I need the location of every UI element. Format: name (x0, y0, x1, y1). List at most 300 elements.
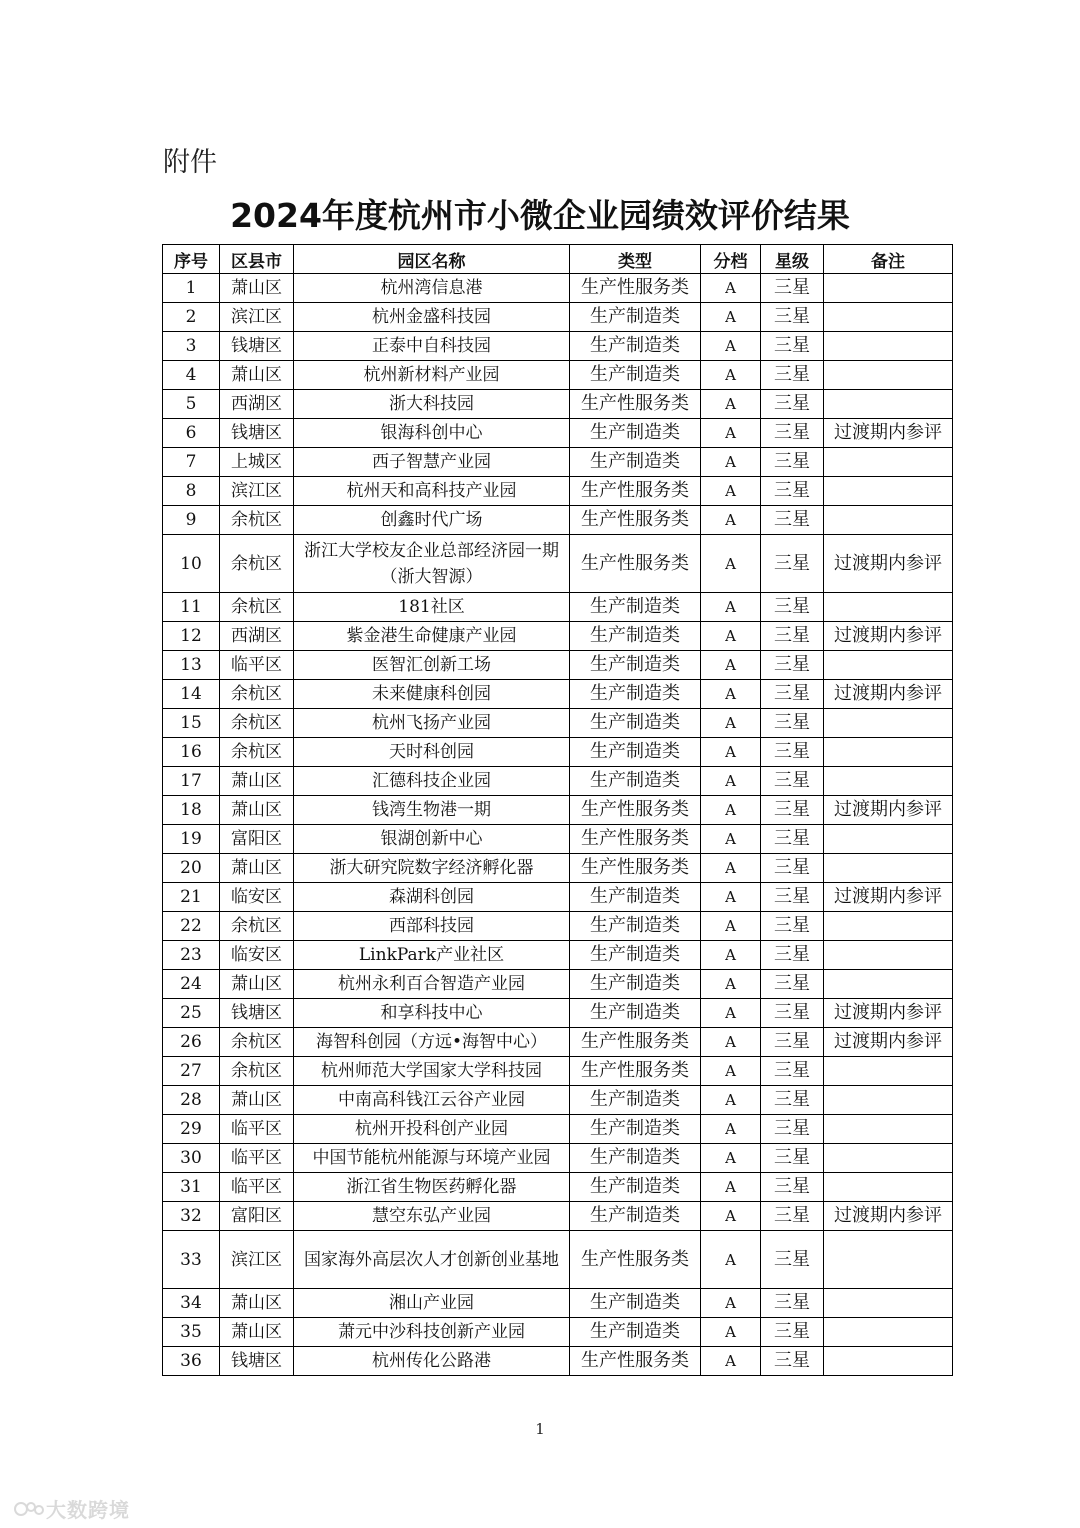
cell-grade: A (701, 361, 761, 390)
cell-index: 27 (163, 1057, 220, 1086)
cell-star-level: 三星 (761, 796, 824, 825)
cell-type: 生产制造类 (570, 1202, 701, 1231)
cell-star-level: 三星 (761, 680, 824, 709)
cell-district: 余杭区 (220, 1028, 294, 1057)
cell-type: 生产性服务类 (570, 825, 701, 854)
cell-star-level: 三星 (761, 1115, 824, 1144)
cell-index: 34 (163, 1289, 220, 1318)
cell-park-name: 杭州新材料产业园 (294, 361, 570, 390)
table-row (163, 274, 953, 303)
watermark (12, 1494, 130, 1523)
cell-type: 生产性服务类 (570, 535, 701, 593)
cell-grade: A (701, 1057, 761, 1086)
cell-grade: A (701, 854, 761, 883)
cell-grade: A (701, 767, 761, 796)
cell-grade: A (701, 593, 761, 622)
cell-remark (824, 767, 953, 796)
table-row (163, 970, 953, 999)
cell-district: 萧山区 (220, 361, 294, 390)
cell-index: 23 (163, 941, 220, 970)
cell-index: 26 (163, 1028, 220, 1057)
cell-park-name: 慧空东弘产业园 (294, 1202, 570, 1231)
cell-district: 富阳区 (220, 1202, 294, 1231)
cell-index: 8 (163, 477, 220, 506)
results-table (162, 244, 953, 1376)
cell-grade: A (701, 883, 761, 912)
cell-remark: 过渡期内参评 (824, 622, 953, 651)
table-row (163, 1086, 953, 1115)
cell-remark (824, 970, 953, 999)
cell-index: 6 (163, 419, 220, 448)
cell-grade: A (701, 477, 761, 506)
cell-grade: A (701, 303, 761, 332)
cell-index: 21 (163, 883, 220, 912)
cell-star-level: 三星 (761, 332, 824, 361)
cell-index: 35 (163, 1318, 220, 1347)
table-row (163, 912, 953, 941)
table-row (163, 1028, 953, 1057)
cell-park-name: 浙大科技园 (294, 390, 570, 419)
cell-star-level: 三星 (761, 274, 824, 303)
cell-district: 滨江区 (220, 477, 294, 506)
cell-remark: 过渡期内参评 (824, 883, 953, 912)
cell-district: 临安区 (220, 883, 294, 912)
table-row (163, 941, 953, 970)
cell-remark (824, 390, 953, 419)
table-row (163, 506, 953, 535)
cell-type: 生产性服务类 (570, 506, 701, 535)
cell-index: 2 (163, 303, 220, 332)
cell-remark (824, 361, 953, 390)
cell-remark (824, 825, 953, 854)
cell-district: 临安区 (220, 941, 294, 970)
table-row (163, 767, 953, 796)
cell-type: 生产制造类 (570, 419, 701, 448)
cell-index: 3 (163, 332, 220, 361)
document-title: 2024年度杭州市小微企业园绩效评价结果 (230, 196, 850, 235)
table-header-row (163, 245, 953, 274)
cell-star-level: 三星 (761, 1173, 824, 1202)
cell-star-level: 三星 (761, 651, 824, 680)
cell-type: 生产制造类 (570, 361, 701, 390)
cell-index: 14 (163, 680, 220, 709)
cell-index: 15 (163, 709, 220, 738)
cell-remark (824, 448, 953, 477)
table-row (163, 303, 953, 332)
cell-park-name: 天时科创园 (294, 738, 570, 767)
cell-remark: 过渡期内参评 (824, 680, 953, 709)
cell-type: 生产制造类 (570, 709, 701, 738)
cell-remark: 过渡期内参评 (824, 999, 953, 1028)
cell-star-level: 三星 (761, 1202, 824, 1231)
cell-grade: A (701, 1028, 761, 1057)
cell-district: 余杭区 (220, 709, 294, 738)
cell-star-level: 三星 (761, 1028, 824, 1057)
cell-star-level: 三星 (761, 593, 824, 622)
cell-type: 生产制造类 (570, 651, 701, 680)
table-row (163, 709, 953, 738)
cell-park-name: 西部科技园 (294, 912, 570, 941)
cell-type: 生产制造类 (570, 1318, 701, 1347)
cell-park-name: 湘山产业园 (294, 1289, 570, 1318)
table-row (163, 1115, 953, 1144)
cell-type: 生产制造类 (570, 303, 701, 332)
header-remark: 备注 (824, 245, 953, 274)
table-row (163, 593, 953, 622)
cell-grade: A (701, 999, 761, 1028)
cell-index: 5 (163, 390, 220, 419)
cell-star-level: 三星 (761, 825, 824, 854)
cell-park-name: 杭州永利百合智造产业园 (294, 970, 570, 999)
table-body (163, 274, 953, 1376)
cell-remark (824, 1347, 953, 1376)
cell-park-name: 和享科技中心 (294, 999, 570, 1028)
cell-district: 临平区 (220, 1173, 294, 1202)
cell-star-level: 三星 (761, 1347, 824, 1376)
cell-district: 萧山区 (220, 1086, 294, 1115)
page-number: 1 (535, 1420, 545, 1438)
cell-star-level: 三星 (761, 941, 824, 970)
cell-index: 25 (163, 999, 220, 1028)
cell-park-name: 萧元中沙科技创新产业园 (294, 1318, 570, 1347)
cell-type: 生产制造类 (570, 593, 701, 622)
cell-star-level: 三星 (761, 1231, 824, 1289)
table-row (163, 361, 953, 390)
cell-park-name: 钱湾生物港一期 (294, 796, 570, 825)
cell-remark: 过渡期内参评 (824, 419, 953, 448)
cell-district: 余杭区 (220, 1057, 294, 1086)
cell-district: 临平区 (220, 651, 294, 680)
cell-park-name: 浙江省生物医药孵化器 (294, 1173, 570, 1202)
cell-district: 萧山区 (220, 767, 294, 796)
cell-grade: A (701, 1289, 761, 1318)
cell-index: 4 (163, 361, 220, 390)
cell-district: 萧山区 (220, 1289, 294, 1318)
cell-star-level: 三星 (761, 883, 824, 912)
cell-district: 余杭区 (220, 912, 294, 941)
cell-type: 生产性服务类 (570, 1231, 701, 1289)
cell-type: 生产性服务类 (570, 274, 701, 303)
cell-type: 生产制造类 (570, 738, 701, 767)
cell-remark (824, 1231, 953, 1289)
cell-index: 29 (163, 1115, 220, 1144)
cell-park-name: 中南高科钱江云谷产业园 (294, 1086, 570, 1115)
cell-remark (824, 912, 953, 941)
table-row (163, 651, 953, 680)
cell-star-level: 三星 (761, 709, 824, 738)
cell-type: 生产制造类 (570, 970, 701, 999)
cell-star-level: 三星 (761, 390, 824, 419)
watermark-text: 大数跨境 (46, 1498, 130, 1522)
cell-remark (824, 1057, 953, 1086)
cell-star-level: 三星 (761, 1057, 824, 1086)
cell-index: 13 (163, 651, 220, 680)
cell-star-level: 三星 (761, 1144, 824, 1173)
cell-remark (824, 593, 953, 622)
cell-grade: A (701, 825, 761, 854)
cell-remark (824, 1173, 953, 1202)
cell-remark (824, 941, 953, 970)
header-grade: 分档 (701, 245, 761, 274)
cell-park-name: 银海科创中心 (294, 419, 570, 448)
cell-index: 30 (163, 1144, 220, 1173)
cell-type: 生产制造类 (570, 1144, 701, 1173)
cell-district: 钱塘区 (220, 1347, 294, 1376)
cell-star-level: 三星 (761, 970, 824, 999)
table-row (163, 796, 953, 825)
cell-type: 生产制造类 (570, 767, 701, 796)
cell-district: 钱塘区 (220, 419, 294, 448)
cell-type: 生产制造类 (570, 912, 701, 941)
cell-star-level: 三星 (761, 1086, 824, 1115)
cell-remark (824, 1289, 953, 1318)
cell-type: 生产制造类 (570, 680, 701, 709)
cell-index: 24 (163, 970, 220, 999)
cell-grade: A (701, 912, 761, 941)
header-park-name: 园区名称 (294, 245, 570, 274)
cell-remark (824, 1318, 953, 1347)
table-row (163, 448, 953, 477)
cell-grade: A (701, 1202, 761, 1231)
cell-index: 32 (163, 1202, 220, 1231)
cell-grade: A (701, 941, 761, 970)
cell-grade: A (701, 1318, 761, 1347)
cell-type: 生产性服务类 (570, 796, 701, 825)
cell-grade: A (701, 1086, 761, 1115)
cell-type: 生产制造类 (570, 1086, 701, 1115)
cell-index: 19 (163, 825, 220, 854)
cell-remark (824, 477, 953, 506)
cell-remark (824, 274, 953, 303)
cell-district: 钱塘区 (220, 999, 294, 1028)
cell-park-name: 中国节能杭州能源与环境产业园 (294, 1144, 570, 1173)
cell-district: 余杭区 (220, 506, 294, 535)
cell-remark: 过渡期内参评 (824, 1028, 953, 1057)
cell-remark (824, 303, 953, 332)
cell-grade: A (701, 332, 761, 361)
table-row (163, 1289, 953, 1318)
table-row (163, 1202, 953, 1231)
cell-district: 余杭区 (220, 738, 294, 767)
cell-park-name: 国家海外高层次人才创新创业基地 (294, 1231, 570, 1289)
cell-type: 生产性服务类 (570, 1057, 701, 1086)
attachment-label: 附件 (163, 147, 217, 178)
cell-park-name: 森湖科创园 (294, 883, 570, 912)
table-row (163, 1057, 953, 1086)
table-row (163, 1318, 953, 1347)
cell-type: 生产性服务类 (570, 1028, 701, 1057)
cell-grade: A (701, 506, 761, 535)
cell-grade: A (701, 274, 761, 303)
cell-star-level: 三星 (761, 738, 824, 767)
cell-type: 生产制造类 (570, 622, 701, 651)
cell-star-level: 三星 (761, 622, 824, 651)
cell-district: 滨江区 (220, 303, 294, 332)
table-row (163, 999, 953, 1028)
cell-district: 萧山区 (220, 796, 294, 825)
cell-grade: A (701, 709, 761, 738)
cell-district: 萧山区 (220, 274, 294, 303)
cell-index: 1 (163, 274, 220, 303)
cell-index: 33 (163, 1231, 220, 1289)
cell-grade: A (701, 622, 761, 651)
cell-park-name: 杭州飞扬产业园 (294, 709, 570, 738)
cell-remark: 过渡期内参评 (824, 535, 953, 593)
cell-district: 富阳区 (220, 825, 294, 854)
cell-grade: A (701, 738, 761, 767)
cell-grade: A (701, 1115, 761, 1144)
header-index: 序号 (163, 245, 220, 274)
cell-star-level: 三星 (761, 477, 824, 506)
table-row (163, 1173, 953, 1202)
cell-grade: A (701, 448, 761, 477)
table-row (163, 680, 953, 709)
table-row (163, 738, 953, 767)
table-row (163, 1231, 953, 1289)
cell-district: 西湖区 (220, 622, 294, 651)
watermark-logo-icon (12, 1498, 46, 1520)
cell-district: 萧山区 (220, 970, 294, 999)
cell-index: 22 (163, 912, 220, 941)
cell-grade: A (701, 535, 761, 593)
table-row (163, 883, 953, 912)
cell-remark (824, 332, 953, 361)
cell-district: 临平区 (220, 1115, 294, 1144)
cell-index: 28 (163, 1086, 220, 1115)
cell-type: 生产制造类 (570, 1173, 701, 1202)
cell-grade: A (701, 1144, 761, 1173)
cell-park-name: 银湖创新中心 (294, 825, 570, 854)
cell-remark: 过渡期内参评 (824, 1202, 953, 1231)
cell-index: 9 (163, 506, 220, 535)
cell-star-level: 三星 (761, 854, 824, 883)
cell-star-level: 三星 (761, 419, 824, 448)
cell-star-level: 三星 (761, 361, 824, 390)
cell-index: 10 (163, 535, 220, 593)
cell-type: 生产性服务类 (570, 477, 701, 506)
cell-park-name: 浙大研究院数字经济孵化器 (294, 854, 570, 883)
cell-park-name: 西子智慧产业园 (294, 448, 570, 477)
cell-grade: A (701, 651, 761, 680)
table-row (163, 1144, 953, 1173)
cell-index: 16 (163, 738, 220, 767)
header-type: 类型 (570, 245, 701, 274)
table-row (163, 332, 953, 361)
cell-park-name: 浙江大学校友企业总部经济园一期（浙大智源） (294, 535, 570, 593)
cell-type: 生产制造类 (570, 999, 701, 1028)
cell-star-level: 三星 (761, 303, 824, 332)
cell-type: 生产制造类 (570, 941, 701, 970)
table-row (163, 419, 953, 448)
table-row (163, 477, 953, 506)
table-row (163, 854, 953, 883)
cell-park-name: 紫金港生命健康产业园 (294, 622, 570, 651)
cell-index: 18 (163, 796, 220, 825)
cell-park-name: 海智科创园（方远•海智中心） (294, 1028, 570, 1057)
cell-index: 20 (163, 854, 220, 883)
table-row (163, 1347, 953, 1376)
header-star-level: 星级 (761, 245, 824, 274)
cell-index: 17 (163, 767, 220, 796)
cell-type: 生产制造类 (570, 1289, 701, 1318)
cell-district: 滨江区 (220, 1231, 294, 1289)
cell-remark (824, 1115, 953, 1144)
cell-remark (824, 738, 953, 767)
cell-park-name: 创鑫时代广场 (294, 506, 570, 535)
cell-district: 萧山区 (220, 854, 294, 883)
cell-park-name: 杭州师范大学国家大学科技园 (294, 1057, 570, 1086)
cell-index: 36 (163, 1347, 220, 1376)
cell-grade: A (701, 390, 761, 419)
cell-park-name: 杭州金盛科技园 (294, 303, 570, 332)
cell-remark (824, 1144, 953, 1173)
cell-type: 生产性服务类 (570, 390, 701, 419)
header-district: 区县市 (220, 245, 294, 274)
cell-district: 余杭区 (220, 593, 294, 622)
cell-index: 11 (163, 593, 220, 622)
cell-park-name: 医智汇创新工场 (294, 651, 570, 680)
cell-park-name: 杭州湾信息港 (294, 274, 570, 303)
table-row (163, 535, 953, 593)
table-row (163, 825, 953, 854)
cell-star-level: 三星 (761, 535, 824, 593)
cell-district: 上城区 (220, 448, 294, 477)
cell-grade: A (701, 1173, 761, 1202)
cell-star-level: 三星 (761, 506, 824, 535)
cell-grade: A (701, 1231, 761, 1289)
cell-star-level: 三星 (761, 1289, 824, 1318)
cell-park-name: 杭州传化公路港 (294, 1347, 570, 1376)
table-row (163, 622, 953, 651)
cell-star-level: 三星 (761, 1318, 824, 1347)
cell-type: 生产制造类 (570, 883, 701, 912)
cell-remark (824, 709, 953, 738)
cell-district: 余杭区 (220, 680, 294, 709)
cell-grade: A (701, 1347, 761, 1376)
cell-park-name: 杭州开投科创产业园 (294, 1115, 570, 1144)
cell-grade: A (701, 419, 761, 448)
cell-park-name: 杭州天和高科技产业园 (294, 477, 570, 506)
cell-remark: 过渡期内参评 (824, 796, 953, 825)
cell-type: 生产性服务类 (570, 854, 701, 883)
cell-index: 12 (163, 622, 220, 651)
cell-grade: A (701, 680, 761, 709)
cell-grade: A (701, 970, 761, 999)
cell-remark (824, 506, 953, 535)
cell-index: 7 (163, 448, 220, 477)
cell-park-name: 正泰中自科技园 (294, 332, 570, 361)
cell-remark (824, 651, 953, 680)
cell-park-name: 未来健康科创园 (294, 680, 570, 709)
cell-district: 余杭区 (220, 535, 294, 593)
cell-district: 萧山区 (220, 1318, 294, 1347)
cell-star-level: 三星 (761, 999, 824, 1028)
cell-park-name: LinkPark产业社区 (294, 941, 570, 970)
cell-park-name: 汇德科技企业园 (294, 767, 570, 796)
cell-star-level: 三星 (761, 767, 824, 796)
cell-star-level: 三星 (761, 912, 824, 941)
cell-district: 西湖区 (220, 390, 294, 419)
cell-district: 钱塘区 (220, 332, 294, 361)
table-row (163, 390, 953, 419)
cell-grade: A (701, 796, 761, 825)
cell-type: 生产制造类 (570, 1115, 701, 1144)
cell-district: 临平区 (220, 1144, 294, 1173)
cell-park-name: 181社区 (294, 593, 570, 622)
cell-star-level: 三星 (761, 448, 824, 477)
cell-index: 31 (163, 1173, 220, 1202)
cell-type: 生产制造类 (570, 332, 701, 361)
